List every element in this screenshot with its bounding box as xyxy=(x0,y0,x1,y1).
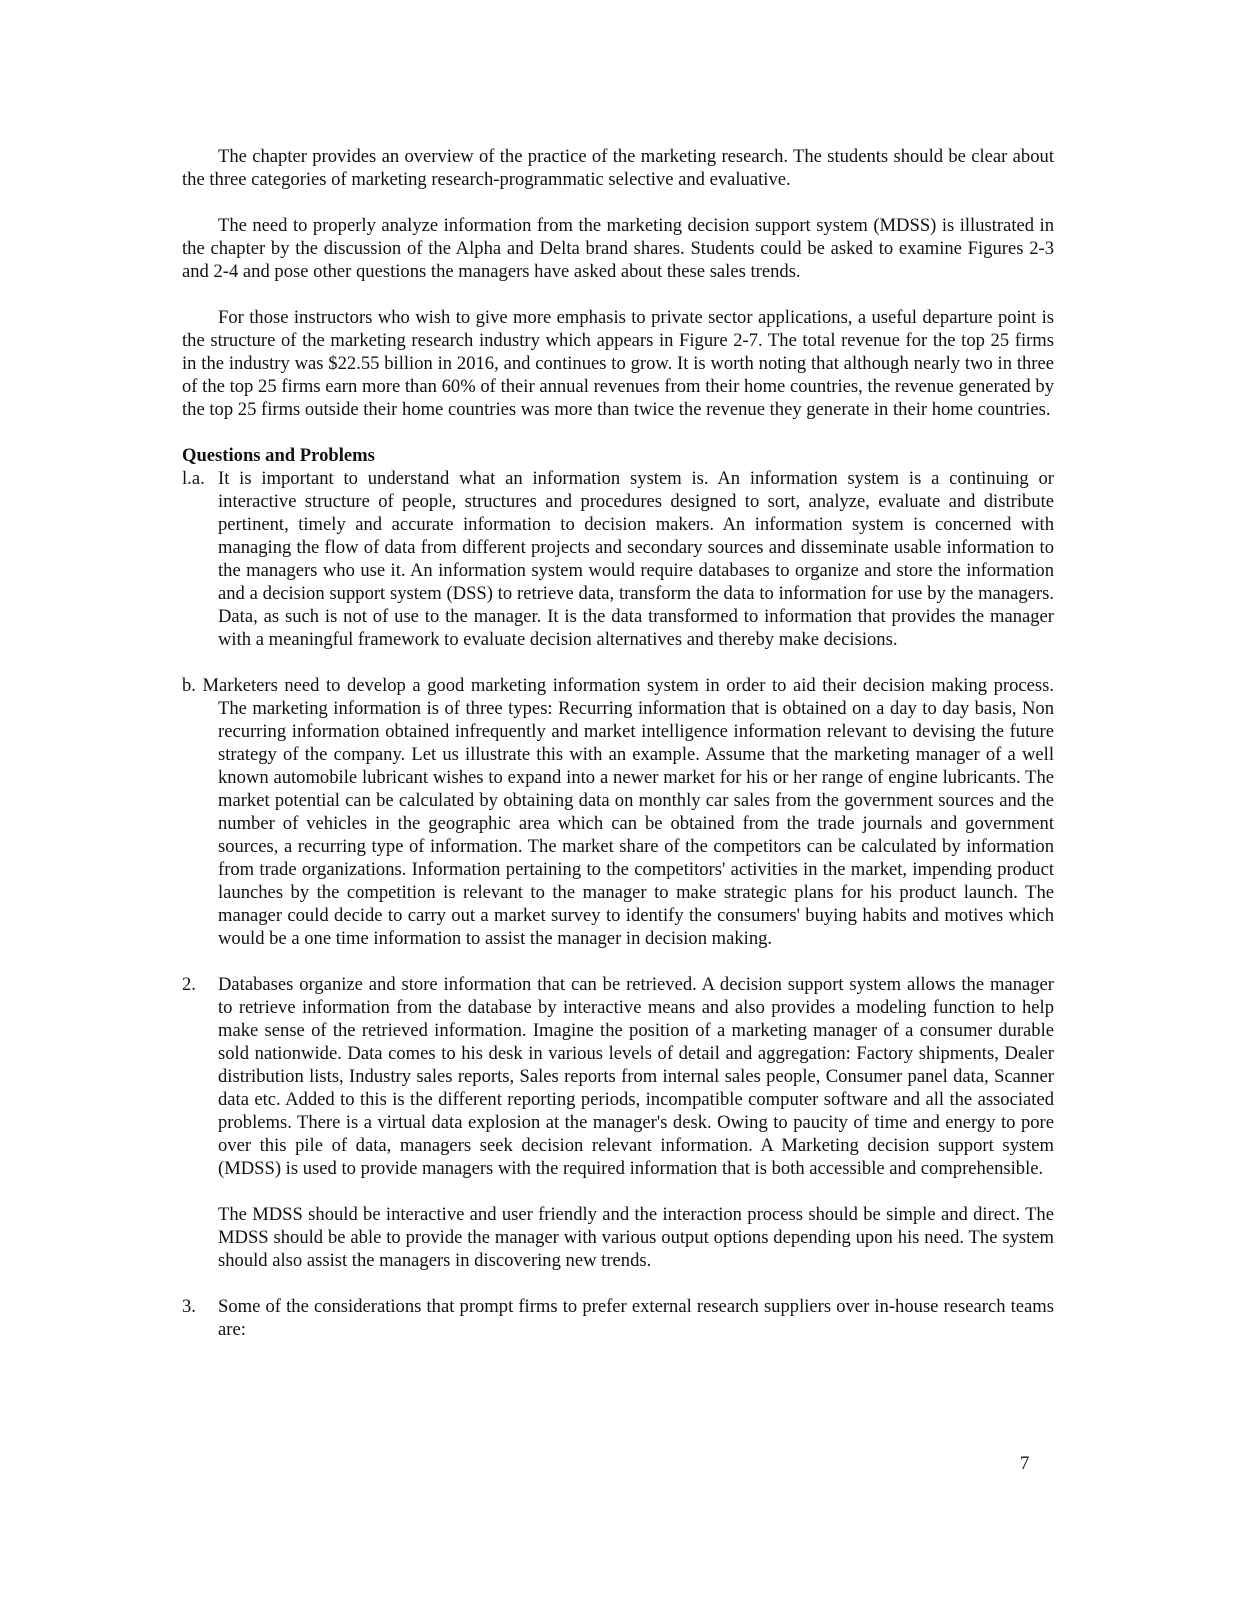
spacer xyxy=(182,950,1054,973)
spacer xyxy=(182,651,1054,674)
intro-paragraph-3: For those instructors who wish to give more emphasis to private sector applications, a useful departure point is the structure of the marketing research industry which appears in Figure 2-7. The total revenue for the top 25 firms in the industry was $22.55 billion in 2016, and continues to grow. It is worth noting that although nearly two in three of the top 25 firms earn more than 60% of their annual revenues from their home countries, the revenue generated by the top 25 firms outside their home countries was more than twice the revenue they generate in their home countries. xyxy=(182,307,1054,420)
question-3 xyxy=(182,1295,1054,1341)
document-body xyxy=(182,145,1054,1341)
question-1b-text: b. Marketers need to develop a good marketing information system in order to aid their decision making process. The marketing information is of three types: Recurring information that is obtained on a day to day basis, Non recurring information obtained infrequently and market intelligence information relevant to devising the future strategy of the company. Let us illustrate this with an example. Assume that the marketing manager of a well known automobile lubricant wishes to expand into a newer market for his or her range of engine lubricants. The market potential can be calculated by obtaining data on monthly car sales from the government sources and the number of vehicles in the geographic area which can be obtained from the trade journals and government sources, a recurring type of information. The market share of the competitors can be calculated by information from trade organizations. Information pertaining to the competitors' activities in the market, impending product launches by the competition is relevant to the manager to make strategic plans for his product launch. The manager could decide to carry out a market survey to identify the consumers' buying habits and motives which would be a one time information to assist the manager in decision making. xyxy=(182,675,1054,949)
spacer xyxy=(218,1180,1054,1203)
question-3-text: Some of the considerations that prompt firms to prefer external research suppliers over in-house research teams are: xyxy=(218,1296,1054,1340)
question-3-label: 3. xyxy=(182,1296,196,1317)
question-2-text: Databases organize and store information that can be retrieved. A decision support system allows the manager to retrieve information from the database by interactive means and also provides a modeling function to help make sense of the retrieved information. Imagine the position of a marketing manager of a consumer durable sold nationwide. Data comes to his desk in various levels of detail and aggregation: Factory shipments, Dealer distribution lists, Industry sales reports, Sales reports from internal sales people, Consumer panel data, Scanner data etc. Added to this is the different reporting periods, incompatible computer software and all the associated problems. There is a virtual data explosion at the manager's desk. Owing to paucity of time and energy to pore over this pile of data, managers seek decision relevant information. A Marketing decision support system (MDSS) is used to provide managers with the required information that is both accessible and comprehensible. xyxy=(218,974,1054,1179)
question-2 xyxy=(182,973,1054,1272)
question-2-text-continued: The MDSS should be interactive and user friendly and the interaction process should be simple and direct. The MDSS should be able to provide the manager with various output options depending upon his need. The system should also assist the managers in discovering new trends. xyxy=(218,1204,1054,1271)
section-heading: Questions and Problems xyxy=(182,445,375,466)
intro-paragraph-1: The chapter provides an overview of the practice of the marketing research. The students should be clear about the three categories of marketing research-programmatic selective and evaluative. xyxy=(182,146,1054,190)
question-2-label: 2. xyxy=(182,974,196,995)
page-number: 7 xyxy=(1020,1453,1030,1474)
question-1a xyxy=(182,467,1054,651)
spacer xyxy=(182,1272,1054,1295)
intro-paragraph-2: The need to properly analyze information from the marketing decision support system (MDSS) is illustrated in the chapter by the discussion of the Alpha and Delta brand shares. Students could be asked to examine Figures 2-3 and 2-4 and pose other questions the managers have asked about these sales trends. xyxy=(182,215,1054,282)
question-1a-text: It is important to understand what an information system is. An information system is a continuing or interactive structure of people, structures and procedures designed to sort, analyze, evaluate and distribute pertinent, timely and accurate information to decision makers. An information system is concerned with managing the flow of data from different projects and secondary sources and disseminate usable information to the managers who use it. An information system would require databases to organize and store the information and a decision support system (DSS) to retrieve data, transform the data to information for use by the managers. Data, as such is not of use to the manager. It is the data transformed to information that provides the manager with a meaningful framework to evaluate decision alternatives and thereby make decisions. xyxy=(218,468,1054,650)
question-1a-label: l.a. xyxy=(182,468,205,489)
